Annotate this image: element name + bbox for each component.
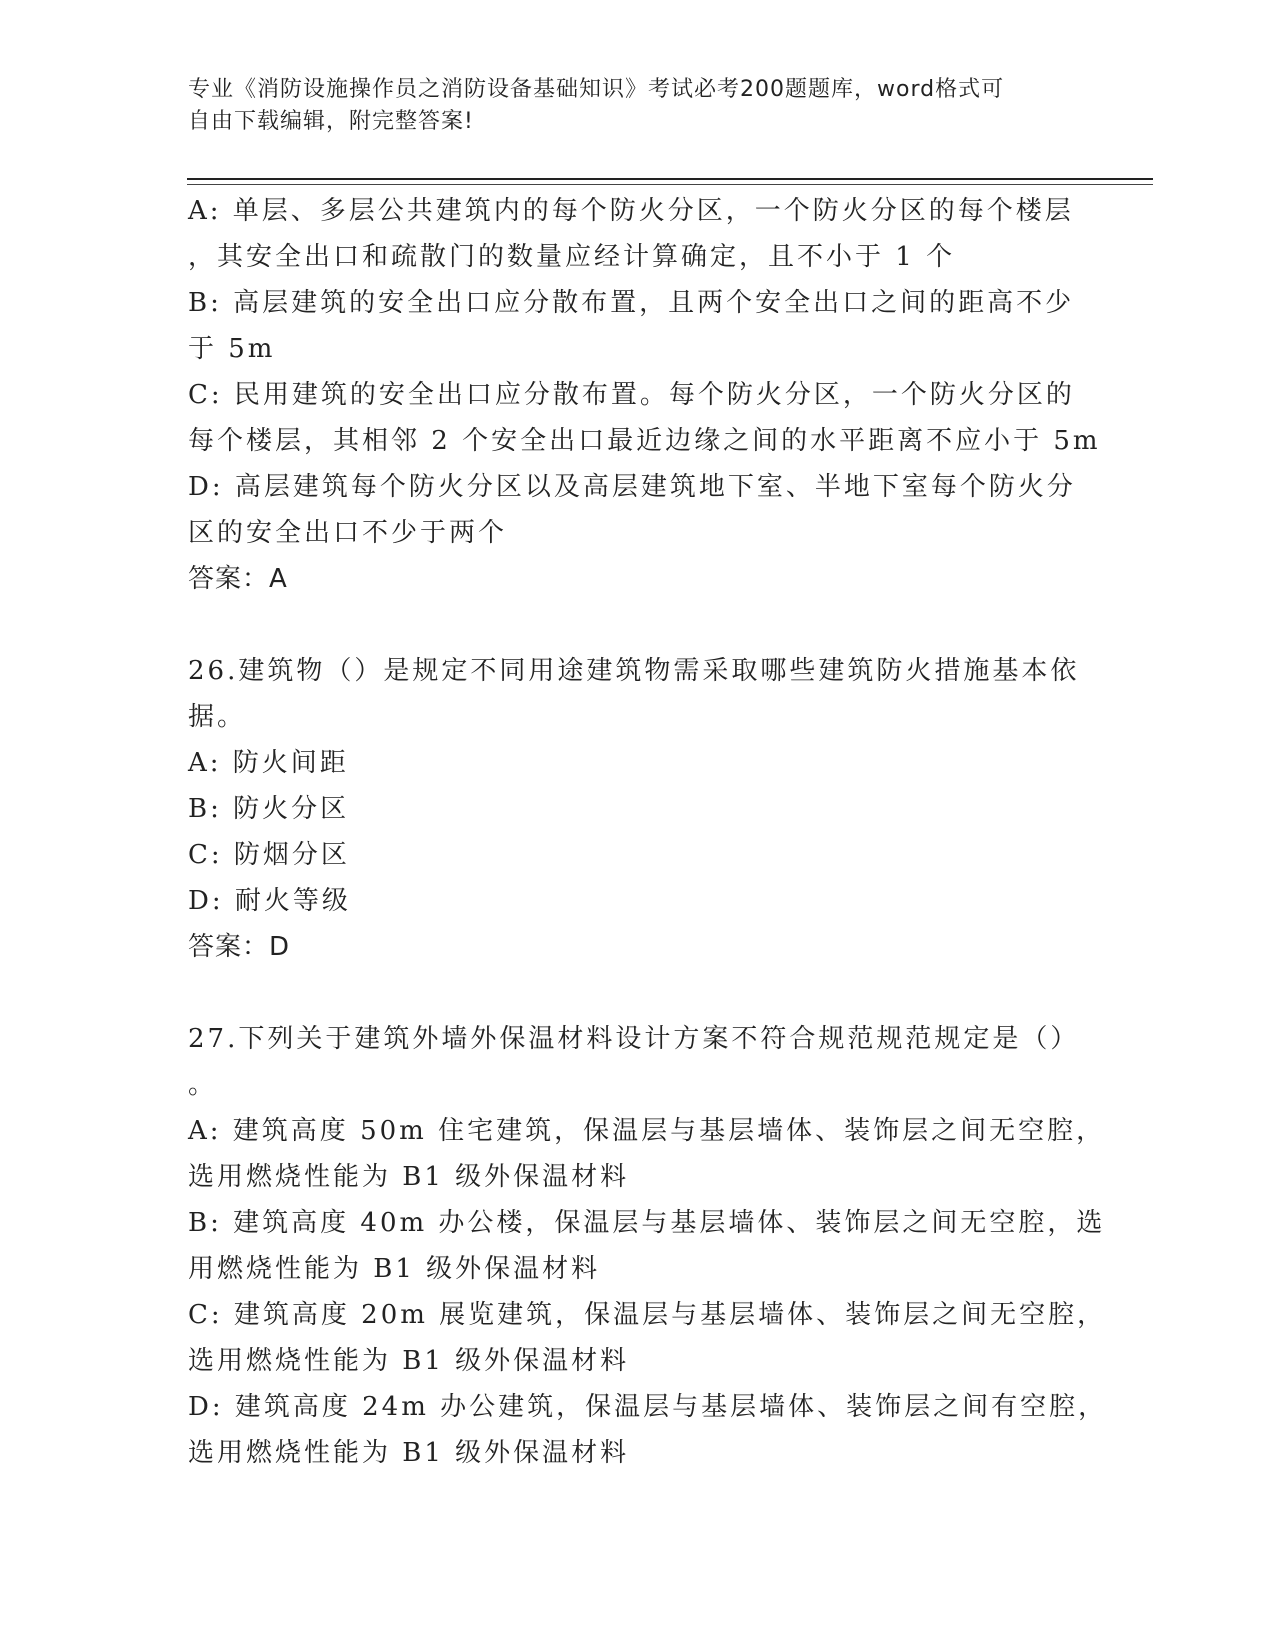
q26-option-d: D: 耐火等级 bbox=[188, 886, 351, 916]
q27-option-b-line-2: 用燃烧性能为 B1 级外保温材料 bbox=[188, 1254, 601, 1284]
q26-answer: 答案：D bbox=[188, 932, 291, 962]
page-header bbox=[188, 74, 1068, 138]
q27-option-d-line-1: D: 建筑高度 24m 办公建筑，保温层与基层墙体、装饰层之间有空腔， bbox=[188, 1392, 1108, 1422]
question-spacer bbox=[188, 970, 1088, 1016]
q27-option-a-line-1: A: 建筑高度 50m 住宅建筑，保温层与基层墙体、装饰层之间无空腔， bbox=[188, 1116, 1106, 1146]
header-line-2: 自由下载编辑，附完整答案! bbox=[188, 109, 474, 134]
question-25-block bbox=[188, 188, 1101, 602]
q26-stem-line-1: 26.建筑物（）是规定不同用途建筑物需采取哪些建筑防火措施基本依 bbox=[188, 656, 1080, 686]
q27-option-c-line-2: 选用燃烧性能为 B1 级外保温材料 bbox=[188, 1346, 630, 1376]
q26-option-a: A: 防火间距 bbox=[188, 748, 349, 778]
q27-option-a-line-2: 选用燃烧性能为 B1 级外保温材料 bbox=[188, 1162, 630, 1192]
q25-option-a-line-2: ，其安全出口和疏散门的数量应经计算确定，且不小于 1 个 bbox=[188, 242, 956, 272]
q27-stem-line-2: 。 bbox=[188, 1070, 218, 1100]
question-spacer bbox=[188, 602, 1088, 648]
q27-option-c-line-1: C: 建筑高度 20m 展览建筑，保温层与基层墙体、装饰层之间无空腔， bbox=[188, 1300, 1107, 1330]
q25-option-b-line-1: B: 高层建筑的安全出口应分散布置，且两个安全出口之间的距高不少 bbox=[188, 288, 1075, 318]
q25-option-d-line-1: D: 高层建筑每个防火分区以及高层建筑地下室、半地下室每个防火分 bbox=[188, 472, 1076, 502]
q26-stem-line-2: 据。 bbox=[188, 702, 247, 732]
q27-option-d-line-2: 选用燃烧性能为 B1 级外保温材料 bbox=[188, 1438, 630, 1468]
header-divider-thin bbox=[187, 184, 1153, 185]
q27-stem-line-1: 27.下列关于建筑外墙外保温材料设计方案不符合规范规范规定是（） bbox=[188, 1024, 1080, 1054]
question-27-block bbox=[188, 1016, 1108, 1476]
header-line-1: 专业《消防设施操作员之消防设备基础知识》考试必考200题题库，word格式可 bbox=[188, 77, 1005, 102]
q25-option-c-line-2: 每个楼层，其相邻 2 个安全出口最近边缘之间的水平距离不应小于 5m bbox=[188, 426, 1101, 456]
q25-option-b-line-2: 于 5m bbox=[188, 334, 276, 364]
question-26-block bbox=[188, 648, 1088, 970]
q25-option-d-line-2: 区的安全出口不少于两个 bbox=[188, 518, 508, 548]
q25-option-a-line-1: A: 单层、多层公共建筑内的每个防火分区，一个防火分区的每个楼层 bbox=[188, 196, 1074, 226]
q27-option-b-line-1: B: 建筑高度 40m 办公楼，保温层与基层墙体、装饰层之间无空腔，选 bbox=[188, 1208, 1106, 1238]
q26-option-c: C: 防烟分区 bbox=[188, 840, 350, 870]
q26-option-b: B: 防火分区 bbox=[188, 794, 350, 824]
header-divider-thick bbox=[187, 178, 1153, 180]
document-body bbox=[188, 188, 1108, 1476]
q25-option-c-line-1: C: 民用建筑的安全出口应分散布置。每个防火分区，一个防火分区的 bbox=[188, 380, 1075, 410]
q25-answer: 答案：A bbox=[188, 564, 288, 594]
